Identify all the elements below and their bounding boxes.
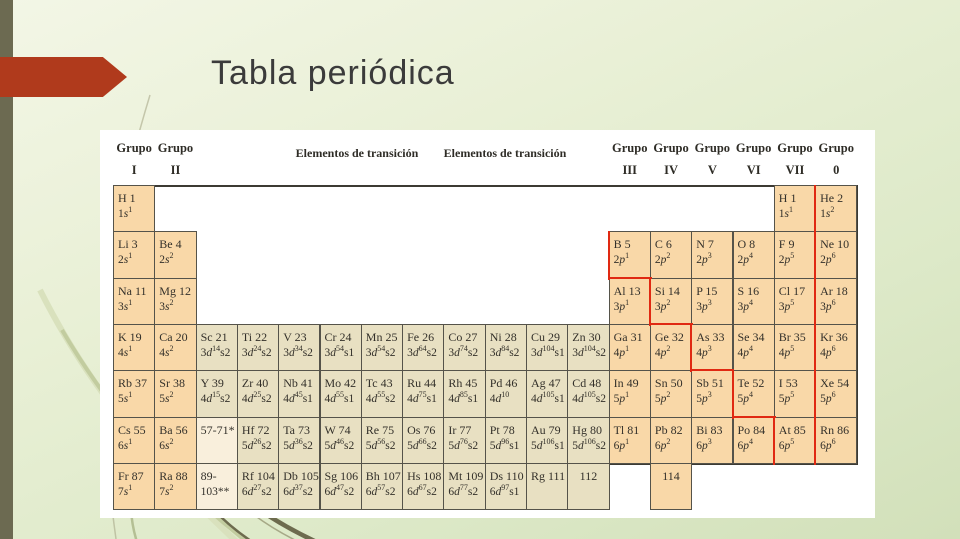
element-cell-Li-3: Li 3 $2s^1$ [113,231,155,278]
element-cell-89: 89- 103** [196,463,238,510]
element-cell-Cu-29: Cu 29 $3d^{104}s1$ [526,324,568,371]
element-cell-Sr-38: Sr 38 $5s^2$ [154,370,196,417]
group-header-0: Grupo 0 [818,141,854,177]
element-cell-57-71: 57-71* [196,417,238,464]
element-cell-Au-79: Au 79 $5d^{106}s1$ [526,417,568,464]
element-cell-He-2: He 2 $1s^2$ [815,185,857,232]
element-cell-Rb-37: Rb 37 $5s^1$ [113,370,155,417]
element-cell-B-5: B 5 $2p^1$ [609,231,651,278]
element-cell-Ni-28: Ni 28 $3d^{84}s2$ [485,324,527,371]
element-cell-In-49: In 49 $5p^1$ [609,370,651,417]
element-cell-Rh-45: Rh 45 $4d^{85}s1$ [443,370,485,417]
element-cell-Rg-111: Rg 111 [526,463,568,510]
element-cell-I-53: I 53 $5p^5$ [774,370,816,417]
noble-gas-divider-line [814,185,816,465]
element-cell-K-19: K 19 $4s^1$ [113,324,155,371]
periodic-table-figure [100,130,875,518]
element-cell-Co-27: Co 27 $3d^{74}s2$ [443,324,485,371]
element-cell-Ti-22: Ti 22 $3d^{24}s2$ [237,324,279,371]
element-cell-Bi-83: Bi 83 $6p^3$ [691,417,733,464]
element-cell-Mo-42: Mo 42 $4d^{55}s1$ [320,370,362,417]
element-cell-Al-13: Al 13 $3p^1$ [609,278,651,325]
element-cell-Mt-109: Mt 109 $6d^{77}s2$ [443,463,485,510]
element-cell-Os-76: Os 76 $5d^{66}s2$ [402,417,444,464]
element-cell-Pd-46: Pd 46 $4d^{10}$ [485,370,527,417]
element-cell-Xe-54: Xe 54 $5p^6$ [815,370,857,417]
element-cell-Si-14: Si 14 $3p^2$ [650,278,692,325]
element-cell-Fe-26: Fe 26 $3d^{64}s2$ [402,324,444,371]
metalloid-line-segment [609,277,652,279]
element-cell-Cl-17: Cl 17 $3p^5$ [774,278,816,325]
metalloid-line-segment [608,231,610,279]
element-cell-C-6: C 6 $2p^2$ [650,231,692,278]
element-cell-Ta-73: Ta 73 $5d^{36}s2$ [278,417,320,464]
element-cell-W-74: W 74 $5d^{46}s2$ [320,417,362,464]
element-cell-H-1: H 1 $1s^1$ [113,185,155,232]
element-cell-Re-75: Re 75 $5d^{56}s2$ [361,417,403,464]
element-cell-Br-35: Br 35 $4p^5$ [774,324,816,371]
group-header-II: Grupo II [157,141,194,177]
metalloid-line-segment [773,417,775,465]
transition-elements-label-1: Elementos de transición [295,146,419,160]
element-cell-Pt-78: Pt 78 $5d^{96}s1$ [485,417,527,464]
element-cell-F-9: F 9 $2p^5$ [774,231,816,278]
metalloid-line-segment [691,369,734,371]
group-header-I: Grupo I [116,141,152,177]
metalloid-line-segment [732,370,734,418]
metalloid-line-segment [649,278,651,326]
metalloid-line-segment [650,323,693,325]
element-cell-114: 114 [650,463,692,510]
element-cell-Ga-31: Ga 31 $4p^1$ [609,324,651,371]
element-cell-Mg-12: Mg 12 $3s^2$ [154,278,196,325]
group-header-V: Grupo V [694,141,731,177]
metalloid-line-segment [733,416,776,418]
element-cell-Na-11: Na 11 $3s^1$ [113,278,155,325]
element-cell-Hs-108: Hs 108 $6d^{67}s2$ [402,463,444,510]
group-header-VII: Grupo VII [777,141,813,177]
element-cell-Ar-18: Ar 18 $3p^6$ [815,278,857,325]
element-cell-Tc-43: Tc 43 $4d^{55}s2$ [361,370,403,417]
element-cell-Ne-10: Ne 10 $2p^6$ [815,231,857,278]
element-cell-Tl-81: Tl 81 $6p^1$ [609,417,651,464]
element-cell-Ru-44: Ru 44 $4d^{75}s1$ [402,370,444,417]
element-cell-Zr-40: Zr 40 $4d^{25}s2$ [237,370,279,417]
element-cell-O-8: O 8 $2p^4$ [733,231,775,278]
element-cell-Hg-80: Hg 80 $5d^{106}s2$ [567,417,609,464]
element-cell-Te-52: Te 52 $5p^4$ [733,370,775,417]
metalloid-line-segment [690,324,692,372]
element-cell-Cd-48: Cd 48 $4d^{105}s2$ [567,370,609,417]
group-header-VI: Grupo VI [735,141,772,177]
element-cell-N-7: N 7 $2p^3$ [691,231,733,278]
element-cell-Ge-32: Ge 32 $4p^2$ [650,324,692,371]
element-cell-Mn-25: Mn 25 $3d^{54}s2$ [361,324,403,371]
element-cell-Hf-72: Hf 72 $5d^{26}s2$ [237,417,279,464]
element-cell-112: 112 [567,463,609,510]
element-cell-Ba-56: Ba 56 $6s^2$ [154,417,196,464]
page-title: Tabla periódica [211,54,455,92]
element-cell-Db-105: Db 105 $6d^{37}s2$ [278,463,320,510]
element-cell-Ca-20: Ca 20 $4s^2$ [154,324,196,371]
group-header-III: Grupo III [612,141,648,177]
group-header-IV: Grupo IV [653,141,689,177]
element-cell-Sg-106: Sg 106 $6d^{47}s2$ [320,463,362,510]
element-cell-P-15: P 15 $3p^3$ [691,278,733,325]
element-cell-S-16: S 16 $3p^4$ [733,278,775,325]
element-cell-Pb-82: Pb 82 $6p^2$ [650,417,692,464]
element-cell-Sn-50: Sn 50 $5p^2$ [650,370,692,417]
element-cell-Ds-110: Ds 110 $6d^{97}s1$ [485,463,527,510]
element-cell-Rn-86: Rn 86 $6p^6$ [815,417,857,464]
element-cell-Zn-30: Zn 30 $3d^{104}s2$ [567,324,609,371]
element-cell-Be-4: Be 4 $2s^2$ [154,231,196,278]
element-cell-Sb-51: Sb 51 $5p^3$ [691,370,733,417]
element-cell-Kr-36: Kr 36 $4p^6$ [815,324,857,371]
element-cell-Bh-107: Bh 107 $6d^{57}s2$ [361,463,403,510]
element-cell-Po-84: Po 84 $6p^4$ [733,417,775,464]
element-cell-Cr-24: Cr 24 $3d^{54}s1$ [320,324,362,371]
element-cell-H-1: H 1 $1s^1$ [774,185,816,232]
element-cell-Fr-87: Fr 87 $7s^1$ [113,463,155,510]
element-cell-Se-34: Se 34 $4p^4$ [733,324,775,371]
transition-elements-label-2: Elementos de transición [443,146,567,160]
element-cell-Rf-104: Rf 104 $6d^{27}s2$ [237,463,279,510]
element-cell-Nb-41: Nb 41 $4d^{45}s1$ [278,370,320,417]
element-cell-V-23: V 23 $3d^{34}s2$ [278,324,320,371]
element-cell-At-85: At 85 $6p^5$ [774,417,816,464]
element-cell-Cs-55: Cs 55 $6s^1$ [113,417,155,464]
element-cell-Ra-88: Ra 88 $7s^2$ [154,463,196,510]
element-cell-Sc-21: Sc 21 $3d^{14}s2$ [196,324,238,371]
title-arrow-decoration [0,57,127,97]
element-cell-Y-39: Y 39 $4d^{15}s2$ [196,370,238,417]
element-cell-As-33: As 33 $4p^3$ [691,324,733,371]
element-cell-Ir-77: Ir 77 $5d^{76}s2$ [443,417,485,464]
element-cell-Ag-47: Ag 47 $4d^{105}s1$ [526,370,568,417]
